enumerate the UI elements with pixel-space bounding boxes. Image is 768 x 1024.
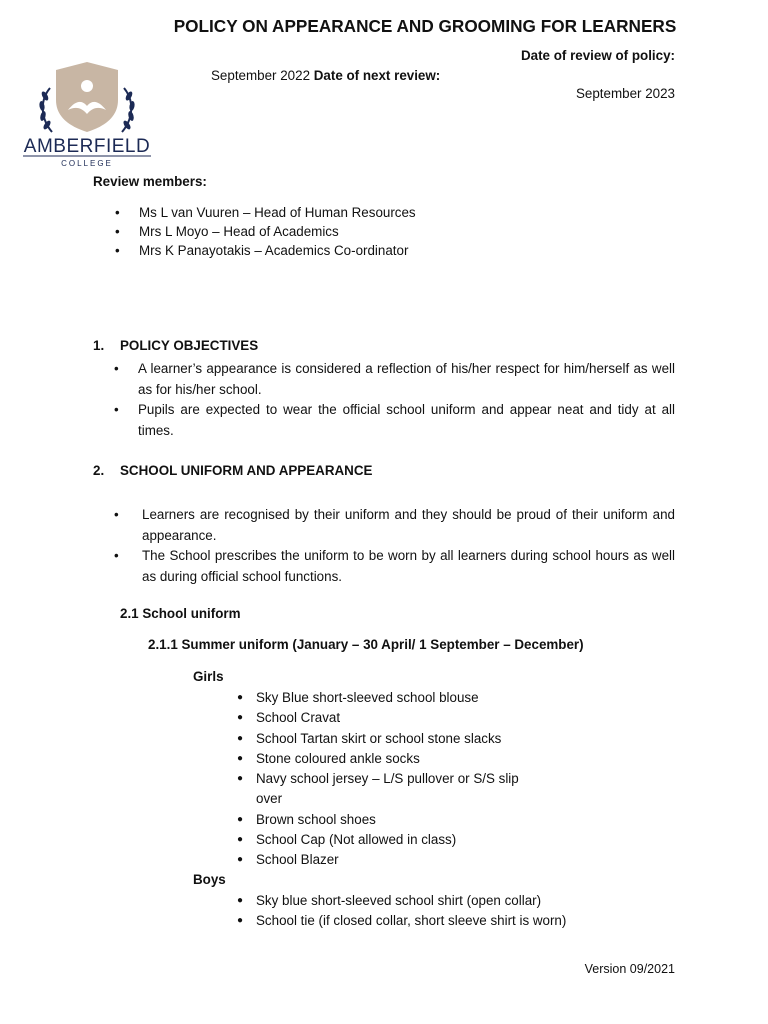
section-2-number: 2.: [93, 463, 105, 478]
version-footer: Version 09/2021: [584, 962, 675, 976]
list-item: ● Navy school jersey – L/S pullover or S/S slip over: [237, 771, 519, 807]
list-item: • Pupils are expected to wear the official school uniform and appear neat and tidy at all times.: [114, 402, 675, 438]
review-date-label: Date of review of policy:: [520, 48, 675, 63]
next-review-date: September 2023: [575, 86, 675, 101]
list-item: • The School prescribes the uniform to be worn by all learners during school hours as well as during official school functions.: [114, 548, 675, 584]
svg-text:COLLEGE: COLLEGE: [61, 159, 113, 168]
subsection-school-uniform: 2.1 School uniform: [120, 606, 241, 621]
shield-crest-icon: [20, 60, 154, 168]
svg-text:AMBERFIELD: AMBERFIELD: [23, 136, 151, 157]
subsection-summer-uniform: 2.1.1 Summer uniform (January – 30 April/ 1 September – December): [148, 637, 584, 652]
list-item: ● Sky blue short-sleeved school shirt (open collar): [237, 893, 542, 908]
list-item: ● Sky Blue short-sleeved school blouse: [237, 690, 479, 705]
list-item: ● School Tartan skirt or school stone slacks: [237, 730, 502, 746]
review-members-list: [115, 203, 416, 260]
girls-uniform-list: [237, 688, 546, 871]
section-2-heading: SCHOOL UNIFORM AND APPEARANCE: [120, 463, 373, 478]
list-item: ● School Cap (Not allowed in class): [237, 832, 457, 848]
section-1-list: [114, 359, 675, 441]
page-title: POLICY ON APPEARANCE AND GROOMING FOR LEARNERS: [173, 16, 677, 36]
section-1-number: 1.: [93, 338, 105, 353]
boys-label: Boys: [193, 872, 226, 887]
list-item: ● School tie (if closed collar, short sleeve shirt is worn): [237, 913, 567, 929]
list-item: • Mrs L Moyo – Head of Academics: [115, 224, 339, 239]
list-item: • A learner’s appearance is considered a reflection of his/her respect for him/herself as well as for his/her school.: [114, 361, 675, 397]
next-review-label: Date of next review:: [313, 68, 441, 83]
section-2-list: [114, 505, 675, 587]
section-1-heading: POLICY OBJECTIVES: [120, 338, 259, 353]
list-item: ● Stone coloured ankle socks: [237, 750, 420, 766]
school-logo: [20, 60, 154, 168]
boys-uniform-list: [237, 891, 656, 932]
list-item: • Learners are recognised by their uniform and they should be proud of their uniform and appearance.: [114, 507, 675, 543]
list-item: • Mrs K Panayotakis – Academics Co-ordinator: [115, 243, 409, 258]
list-item: • Ms L van Vuuren – Head of Human Resources: [115, 205, 416, 220]
list-item: ● Brown school shoes: [237, 811, 376, 827]
review-date-line: [211, 68, 440, 83]
review-members-label: Review members:: [93, 174, 207, 189]
review-date: September 2022: [211, 68, 311, 83]
list-item: ● School Cravat: [237, 710, 341, 726]
girls-label: Girls: [193, 669, 224, 684]
list-item: ● School Blazer: [237, 852, 339, 868]
